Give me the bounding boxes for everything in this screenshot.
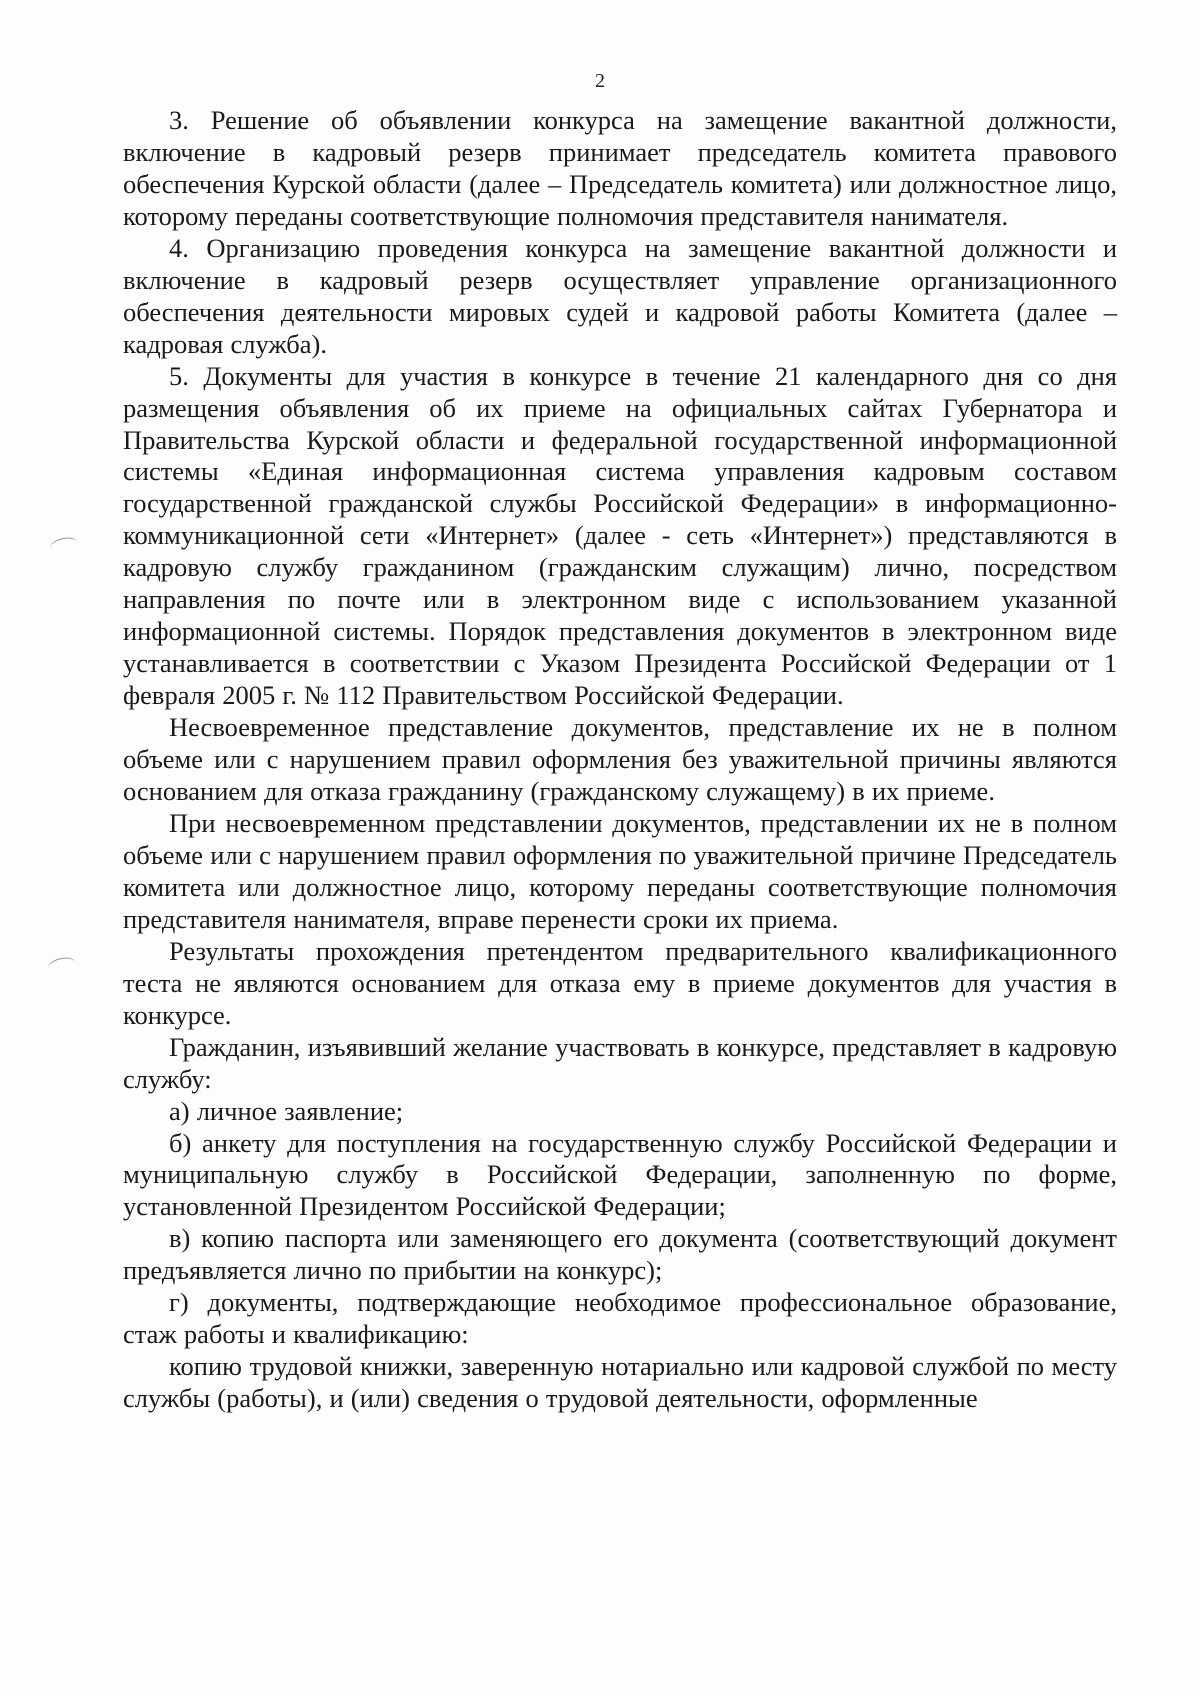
paragraph-citizen-submits: Гражданин, изъявивший желание участвовать в конкурсе, представляет в кадровую службу:	[123, 1031, 1117, 1094]
paragraph-late-submission: Несвоевременное представление документов, представление их не в полном объеме или с нарушением правил оформления без уважительной причины являются основанием для отказа гражданину (гражданскому служащему) в их приеме.	[123, 712, 1117, 807]
paragraph-valid-reason: При несвоевременном представлении документов, представлении их не в полном объеме или с нарушением правил оформления по уважительной причине Председатель комитета или должностное лицо, которому переданы соответствующие полномочия представителя нанимателя, вправе перенести сроки их приема.	[123, 807, 1117, 934]
scan-mark	[47, 955, 78, 975]
paragraph-5-documents: 5. Документы для участия в конкурсе в течение 21 календарного дня со дня размещения объявления об их приеме на официальных сайтах Губернатора и Правительства Курской области и федеральной государственной информационной системы «Единая информационная система управления кадровым составом государственной гражданской службы Российской Федерации» в информационно-коммуникационной сети «Интернет» (далее - сеть «Интернет») представляются в кадровую службу гражданином (гражданским служащим) лично, посредством направления по почте или в электронном виде с использованием указанной информационной системы. Порядок представления документов в электронном виде устанавливается в соответствии с Указом Президента Российской Федерации от 1 февраля 2005 г. № 112 Правительством Российской Федерации.	[123, 360, 1117, 711]
scan-mark	[49, 535, 80, 555]
list-item-a: а) личное заявление;	[169, 1095, 404, 1126]
document-body	[123, 105, 1117, 1415]
paragraph-test-results: Результаты прохождения претендентом предварительного квалификационного теста не являются основанием для отказа ему в приеме документов для участия в конкурсе.	[123, 935, 1117, 1030]
paragraph-4-organization: 4. Организацию проведения конкурса на замещение вакантной должности и включение в кадровый резерв осуществляет управление организационного обеспечения деятельности мировых судей и кадровой работы Комитета (далее – кадровая служба).	[123, 232, 1117, 359]
paragraph-3-decision: 3. Решение об объявлении конкурса на замещение вакантной должности, включение в кадровый резерв принимает председатель комитета правового обеспечения Курской области (далее – Председатель комитета) или должностное лицо, которому переданы соответствующие полномочия представителя нанимателя.	[123, 105, 1117, 231]
page-number: 2	[595, 70, 605, 92]
paragraph-work-book: копию трудовой книжки, заверенную нотариально или кадровой службой по месту службы (работы), и (или) сведения о трудовой деятельности, оформленные	[123, 1351, 1117, 1414]
list-item-v: в) копию паспорта или заменяющего его документа (соответствующий документ предъявляется лично по прибытии на конкурс);	[123, 1223, 1117, 1286]
list-item-g: г) документы, подтверждающие необходимое профессиональное образование, стаж работы и квалификацию:	[123, 1287, 1117, 1350]
list-item-b: б) анкету для поступления на государственную службу Российской Федерации и муниципальную службу в Российской Федерации, заполненную по форме, установленной Президентом Российской Федерации;	[123, 1127, 1117, 1222]
